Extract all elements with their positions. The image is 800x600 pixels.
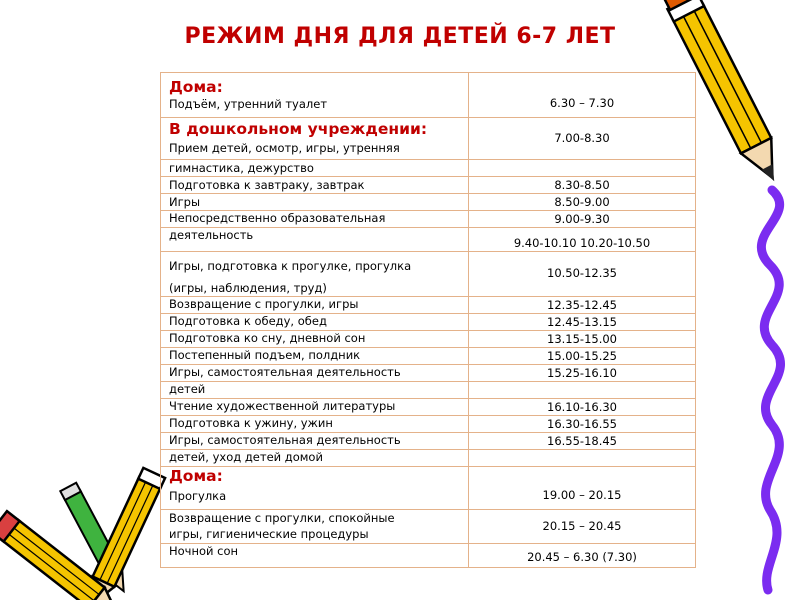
time-text: 8.50-9.00 xyxy=(554,195,610,209)
time-text: 19.00 – 20.15 xyxy=(542,488,622,502)
activity-text: Игры, подготовка к прогулке, прогулка xyxy=(169,259,412,273)
time-text: 9.00-9.30 xyxy=(554,212,610,226)
table-row xyxy=(160,314,696,331)
table-row xyxy=(160,365,696,382)
activity-text: Прием детей, осмотр, игры, утренняя xyxy=(169,141,400,155)
table-row xyxy=(160,433,696,450)
activity-text: гимнастика, дежурство xyxy=(169,161,314,175)
activity-text: Подготовка к ужину, ужин xyxy=(169,416,333,430)
table-row xyxy=(160,331,696,348)
table-row xyxy=(160,252,696,297)
time-text: 16.30-16.55 xyxy=(547,417,617,431)
time-text: 8.30-8.50 xyxy=(554,178,610,192)
table-row xyxy=(160,348,696,365)
table-row xyxy=(160,118,696,160)
table-row xyxy=(160,416,696,433)
table-row xyxy=(160,510,696,544)
activity-text: детей xyxy=(169,382,206,396)
table-row xyxy=(160,72,696,118)
time-text: 7.00-8.30 xyxy=(554,131,610,145)
activity-text: Игры xyxy=(169,195,201,209)
time-text: 16.10-16.30 xyxy=(547,400,617,414)
section-heading-home: Дома: xyxy=(169,78,223,96)
activity-text: Возвращение с прогулки, игры xyxy=(169,297,359,311)
activity-text: Игры, самостоятельная деятельность xyxy=(169,433,401,447)
activity-text: Чтение художественной литературы xyxy=(169,399,396,413)
table-row xyxy=(160,399,696,416)
time-text: 6.30 – 7.30 xyxy=(549,96,615,110)
wavy-line-decoration xyxy=(761,190,780,590)
time-text: 15.00-15.25 xyxy=(547,349,617,363)
time-text: 12.35-12.45 xyxy=(547,298,617,312)
table-row xyxy=(160,467,696,510)
time-text: 20.45 – 6.30 (7.30) xyxy=(527,550,637,564)
activity-text: Непосредственно образовательная xyxy=(169,211,386,225)
table-row xyxy=(160,297,696,314)
time-text: 20.15 – 20.45 xyxy=(542,519,622,533)
time-text: 15.25-16.10 xyxy=(547,366,617,380)
activity-text: детей, уход детей домой xyxy=(169,450,323,464)
schedule-table xyxy=(160,72,696,568)
activity-text: Подъём, утренний туалет xyxy=(169,97,328,111)
page-title: РЕЖИМ ДНЯ ДЛЯ ДЕТЕЙ 6-7 ЛЕТ xyxy=(184,24,616,49)
table-row xyxy=(160,160,696,177)
time-text: 9.40-10.10 10.20-10.50 xyxy=(513,236,651,250)
table-row xyxy=(160,544,696,568)
table-row xyxy=(160,177,696,194)
activity-text: Постепенный подъем, полдник xyxy=(169,348,361,362)
table-row xyxy=(160,382,696,399)
time-text: 13.15-15.00 xyxy=(547,332,617,346)
activity-text: Подготовка к завтраку, завтрак xyxy=(169,178,365,192)
table-row xyxy=(160,228,696,252)
activity-text: Прогулка xyxy=(169,489,227,503)
activity-text: деятельность xyxy=(169,228,254,242)
section-heading-kindergarten: В дошкольном учреждении: xyxy=(169,120,428,138)
activity-text: (игры, наблюдения, труд) xyxy=(169,281,327,295)
activity-text: игры, гигиенические процедуры xyxy=(169,527,369,541)
activity-text: Подготовка ко сну, дневной сон xyxy=(169,331,366,345)
section-heading-home: Дома: xyxy=(169,467,223,485)
table-row xyxy=(160,211,696,228)
table-row xyxy=(160,194,696,211)
activity-text: Игры, самостоятельная деятельность xyxy=(169,365,401,379)
time-text: 10.50-12.35 xyxy=(547,266,617,280)
activity-text: Подготовка к обеду, обед xyxy=(169,314,327,328)
activity-text: Ночной сон xyxy=(169,544,239,558)
time-text: 12.45-13.15 xyxy=(547,315,617,329)
table-row xyxy=(160,450,696,467)
activity-text: Возвращение с прогулки, спокойные xyxy=(169,511,395,525)
time-text: 16.55-18.45 xyxy=(547,434,617,448)
